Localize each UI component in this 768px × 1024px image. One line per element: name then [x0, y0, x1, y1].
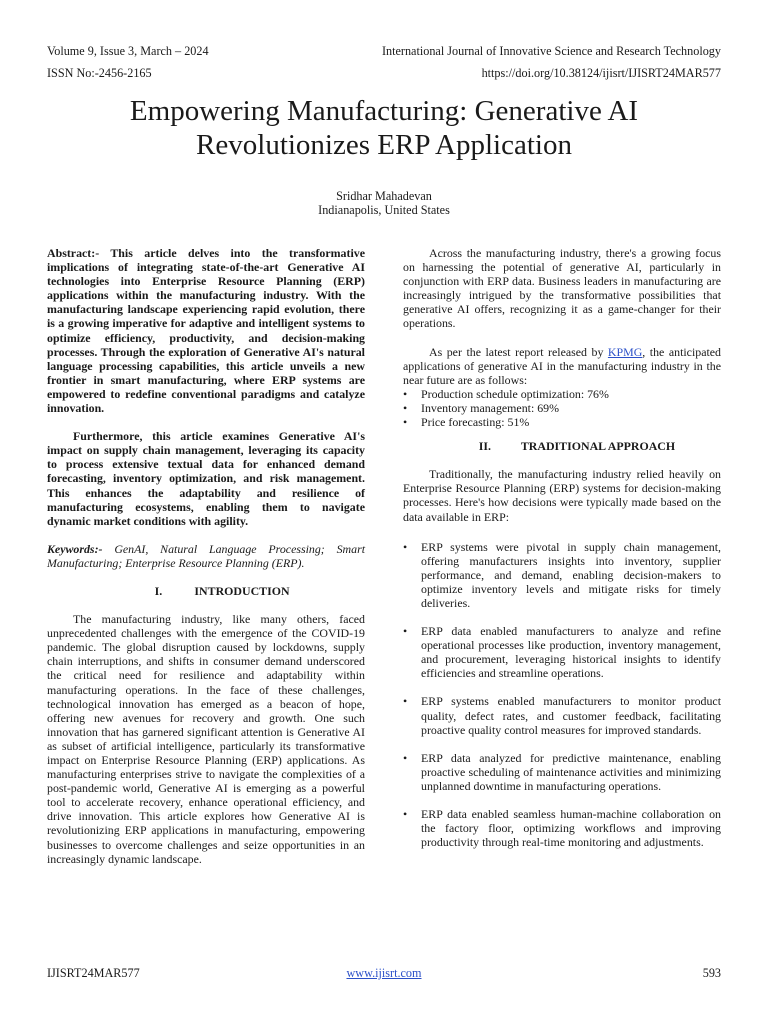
- bullet-icon: •: [403, 750, 408, 765]
- introduction-paragraph: The manufacturing industry, like many others, faced unprecedented challenges with the emergence of the COVID-19 pandemic. The global disruption caused by lockdowns, supply chain interruptions, and shifts in consumer demand underscored the critical need for resilience and adaptability within manufacturing operations. In the face of these challenges, technological innovation has emerged as a beacon of hope, offering new avenues for recovery and growth. One such innovation that has garnered significant attention is Generative AI as subset of artificial intelligence, particularly its transformative impact on Enterprise Resource Planning (ERP) applications. As manufacturing enterprises strive to navigate the complexities of a post-pandemic world, Generative AI is emerging as a powerful tool to accelerate recovery, enhance operational efficiency, and drive innovation. This article explores how Generative AI is revolutionizing ERP applications in manufacturing, empowering businesses to overcome challenges and seize opportunities in an increasingly dynamic landscape.: [47, 612, 365, 866]
- paper-title: [40, 94, 728, 162]
- bullet-text: ERP data analyzed for predictive maintenance, enabling proactive scheduling of maintenance activities and minimizing unplanned downtime in manufacturing operations.: [421, 750, 721, 793]
- bullet-icon: •: [403, 694, 408, 709]
- bullet-icon: •: [403, 386, 408, 401]
- right-column: [403, 246, 721, 849]
- journal-name: International Journal of Innovative Science and Research Technology: [381, 44, 721, 58]
- kpmg-paragraph: [403, 345, 721, 387]
- abstract-paragraph-2: Furthermore, this article examines Generative AI's impact on supply chain management, leveraging its capacity to process extensive textual data for enhanced demand forecasting, inventory optimization, and risk management. This enhances the adaptability and resilience of manufacturing ecosystems, enabling them to navigate dynamic market conditions with agility.: [47, 429, 365, 528]
- list-item: [403, 694, 721, 736]
- kpmg-stats-list: [403, 387, 721, 429]
- kpmg-text-before: As per the latest report released by: [429, 344, 608, 359]
- list-item: [403, 401, 721, 415]
- bullet-icon: •: [403, 807, 408, 821]
- list-item: [403, 540, 721, 610]
- bullet-icon: •: [403, 415, 408, 430]
- section-number: I.: [154, 583, 163, 598]
- paper-title-line2: Revolutionizes ERP Application: [196, 129, 572, 161]
- keywords: [47, 542, 365, 570]
- bullet-text: ERP data enabled manufacturers to analyze and refine operational processes like production, inventory management, and procurement, leveraging historical insights to identify efficiencies and streamline operations.: [421, 624, 721, 681]
- journal-issn: ISSN No:-2456-2165: [47, 66, 152, 80]
- stat-text: Price forecasting: 51%: [421, 415, 530, 430]
- list-item: [403, 751, 721, 793]
- abstract-paragraph-1: Abstract:- This article delves into the transformative implications of integrating state-of-the-art Generative AI technologies into Enterprise Resource Planning (ERP) applications within the manufacturing industry. With the manufacturing landscape experiencing rapid evolution, there is a growing imperative for adaptive and intelligent systems to optimize efficiency, productivity, and decision-making processes. Through the exploration of Generative AI's natural language processing capabilities, this article unveils a new frontier in smart manufacturing, where ERP systems are empowered to redefine conventional paradigms and catalyze innovation.: [47, 246, 365, 416]
- erp-decision-list: [403, 540, 721, 850]
- section-title: TRADITIONAL APPROACH: [520, 439, 676, 454]
- kpmg-link[interactable]: KPMG: [607, 344, 643, 359]
- author-name: Sridhar Mahadevan: [336, 189, 432, 203]
- section-number: II.: [478, 439, 491, 454]
- manufacturing-focus-paragraph: Across the manufacturing industry, there's a growing focus on harnessing the potential of generative AI, particularly in conjunction with ERP data. Business leaders in manufacturing are increasingly intrigued by the transformative possibilities that generative AI offers, recognizing it as a game-changer for their operations.: [403, 246, 721, 331]
- footer-paper-id: IJISRT24MAR577: [47, 966, 140, 980]
- paper-title-line1: Empowering Manufacturing: Generative AI: [129, 95, 639, 127]
- keywords-text: GenAI, Natural Language Processing; Smart Manufacturing; Enterprise Resource Planning (ERP).: [47, 541, 365, 570]
- journal-volume: Volume 9, Issue 3, March – 2024: [47, 44, 209, 58]
- doi-link[interactable]: https://doi.org/10.38124/ijisrt/IJISRT24MAR577: [481, 66, 721, 80]
- section-heading-traditional-approach: [403, 439, 721, 453]
- section-heading-introduction: [47, 584, 365, 598]
- stat-text: Inventory management: 69%: [421, 400, 560, 415]
- bullet-text: ERP systems enabled manufacturers to monitor product quality, defect rates, and customer feedback, facilitating proactive quality control measures for improved standards.: [421, 694, 721, 737]
- list-item: [403, 415, 721, 429]
- page-number: 593: [702, 966, 721, 980]
- keywords-label: Keywords:-: [47, 541, 103, 556]
- website-link[interactable]: www.ijisrt.com: [346, 966, 422, 980]
- list-item: [403, 807, 721, 849]
- bullet-icon: •: [403, 400, 408, 415]
- list-item: [403, 387, 721, 401]
- bullet-text: ERP systems were pivotal in supply chain management, offering manufacturers insights into inventory, supplier performance, and demand, enabling decision-makers to optimize inventory levels and mitigate risks for timely deliveries.: [421, 539, 721, 610]
- kpmg-text-after: , the anticipated applications of generative AI in the manufacturing industry in the near future are as follows:: [403, 344, 722, 387]
- list-item: [403, 624, 721, 680]
- stat-text: Production schedule optimization: 76%: [421, 386, 609, 401]
- left-column: [47, 246, 365, 866]
- bullet-icon: •: [403, 624, 408, 639]
- author-location: Indianapolis, United States: [318, 203, 450, 217]
- traditional-intro-paragraph: Traditionally, the manufacturing industry relied heavily on Enterprise Resource Planning (ERP) systems for decision-making processes. Here's how decisions were typically made based on the data available in ERP:: [403, 467, 721, 524]
- footer-website: [0, 966, 768, 980]
- section-title: INTRODUCTION: [194, 583, 290, 598]
- author-block: [40, 189, 728, 217]
- bullet-icon: •: [403, 539, 408, 554]
- bullet-text: ERP data enabled seamless human-machine collaboration on the factory floor, optimizing workflows and improving productivity through real-time monitoring and adjustments.: [421, 807, 721, 850]
